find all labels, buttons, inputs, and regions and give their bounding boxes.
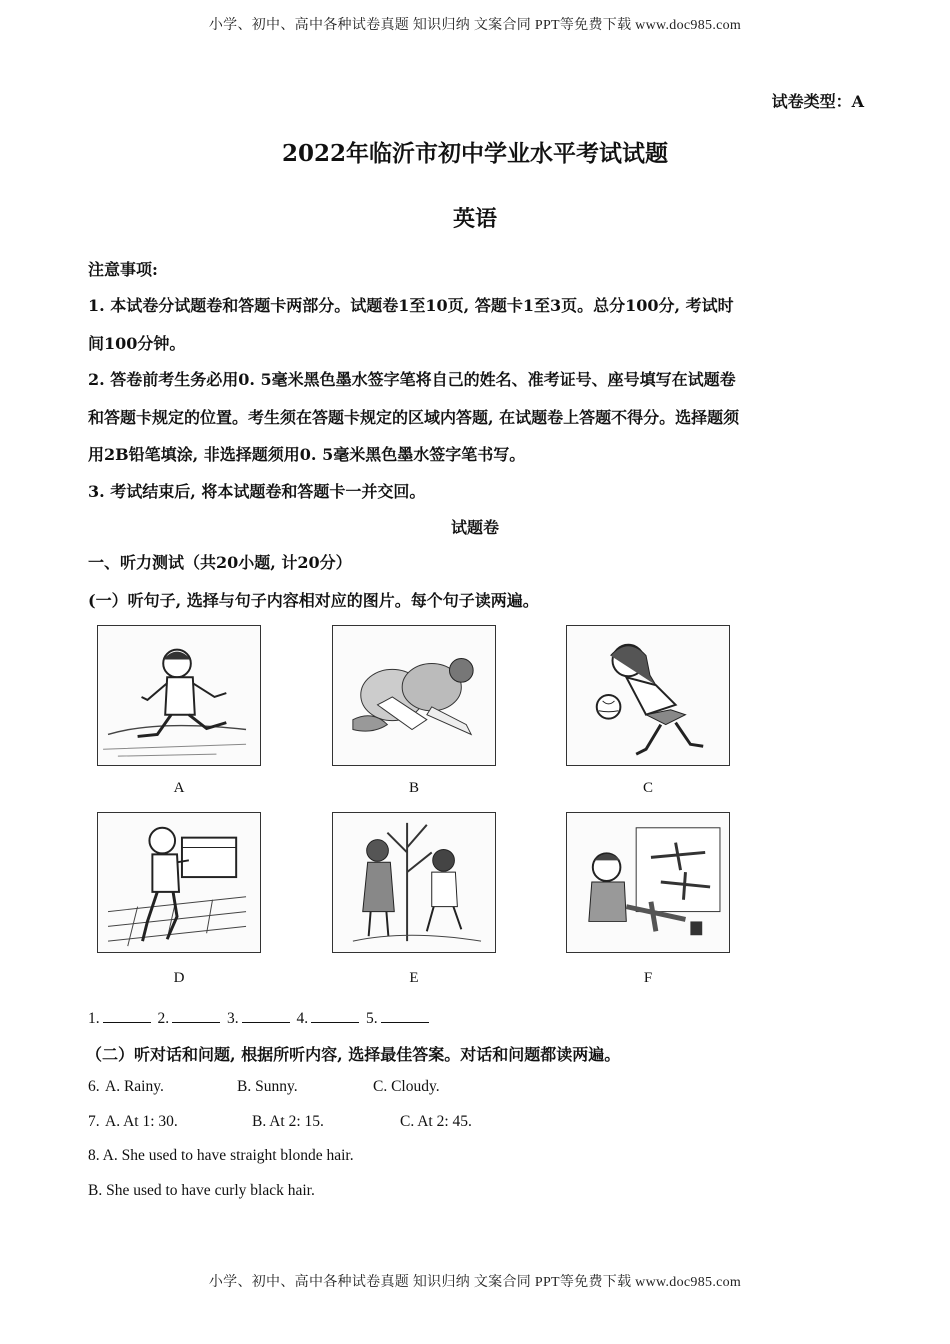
picture-f-label: F (643, 970, 653, 986)
question-6-number: 6. (88, 1078, 100, 1095)
paper-label: 试题卷 (450, 518, 499, 537)
picture-a (97, 625, 261, 766)
question-6-option-b: B. Sunny. (237, 1078, 298, 1095)
notice-item-2-cont: 和答题卡规定的位置。考生须在答题卡规定的区域内答题, 在试题卷上答题不得分。选择题须 (88, 408, 740, 427)
notice-item-3: 3. 考试结束后, 将本试题卷和答题卡一并交回。 (88, 482, 426, 501)
model-planes-illustration (567, 813, 729, 952)
exam-type: 试卷类型：A (771, 92, 864, 111)
answer-blank-1[interactable] (103, 1008, 151, 1023)
question-7-option-b: B. At 2: 15. (252, 1113, 324, 1130)
question-6-option-a: A. Rainy. (105, 1078, 164, 1095)
answer-blank-4[interactable] (311, 1008, 359, 1023)
picture-b-label: B (408, 780, 419, 796)
picture-c (566, 625, 730, 766)
question-6-option-c: C. Cloudy. (373, 1078, 440, 1095)
answer-blank-5[interactable] (381, 1008, 429, 1023)
page-header: 小学、初中、高中各种试卷真题 知识归纳 文案合同 PPT等免费下载 www.doc985.com (208, 18, 742, 33)
notice-heading: 注意事项: (88, 260, 158, 279)
blank-1-number: 1. (88, 1010, 100, 1027)
picture-c-label: C (642, 780, 653, 796)
subject-title: 英语 (452, 206, 497, 232)
blank-3-number: 3. (227, 1010, 239, 1027)
answer-blank-3[interactable] (242, 1008, 290, 1023)
answer-blanks (88, 1008, 432, 1028)
picture-e (332, 812, 496, 953)
boy-carrying-box-illustration (98, 813, 260, 952)
part-2-instruction: （二）听对话和问题, 根据所听内容, 选择最佳答案。对话和问题都读两遍。 (86, 1045, 621, 1064)
running-boy-illustration (98, 626, 260, 765)
picture-d-label: D (173, 970, 185, 986)
question-7-number: 7. (88, 1113, 100, 1130)
notice-item-1-cont: 间100分钟。 (88, 334, 186, 353)
blank-5-number: 5. (366, 1010, 378, 1027)
question-7-option-a: A. At 1: 30. (105, 1113, 178, 1130)
vegetables-illustration (333, 626, 495, 765)
question-8-option-b: B. She used to have curly black hair. (88, 1182, 315, 1199)
notice-item-1: 1. 本试卷分试题卷和答题卡两部分。试题卷1至10页, 答题卡1至3页。总分100分, 考试时 (88, 296, 734, 315)
picture-e-label: E (409, 970, 419, 986)
planting-trees-illustration (333, 813, 495, 952)
picture-f (566, 812, 730, 953)
question-8-option-a: 8. A. She used to have straight blonde hair. (88, 1147, 354, 1164)
notice-item-2: 2. 答卷前考生务必用0. 5毫米黑色墨水签字笔将自己的姓名、准考证号、座号填写在试题卷 (88, 370, 736, 389)
question-7-option-c: C. At 2: 45. (400, 1113, 472, 1130)
section-1-heading: 一、听力测试（共20小题, 计20分） (88, 553, 352, 572)
part-1-instruction: (一）听句子, 选择与句子内容相对应的图片。每个句子读两遍。 (88, 591, 539, 610)
picture-d (97, 812, 261, 953)
answer-blank-2[interactable] (172, 1008, 220, 1023)
page-title: 2022年临沂市初中学业水平考试试题 (281, 140, 668, 167)
page-footer: 小学、初中、高中各种试卷真题 知识归纳 文案合同 PPT等免费下载 www.doc985.com (208, 1275, 742, 1290)
blank-4-number: 4. (296, 1010, 309, 1027)
picture-a-label: A (173, 780, 185, 796)
picture-b (332, 625, 496, 766)
girl-volleyball-illustration (567, 626, 729, 765)
blank-2-number: 2. (157, 1010, 170, 1027)
notice-item-2-cont2: 用2B铅笔填涂, 非选择题须用0. 5毫米黑色墨水签字笔书写。 (88, 445, 526, 464)
